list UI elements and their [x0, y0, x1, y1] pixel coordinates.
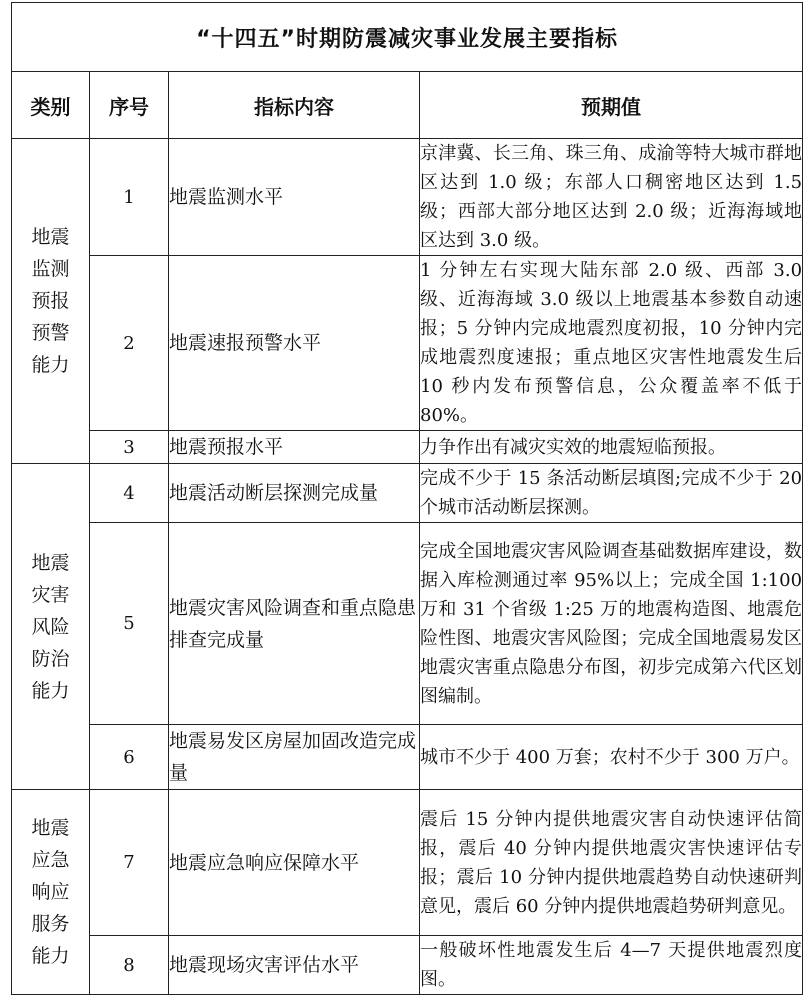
header-category: 类别	[12, 72, 90, 139]
table-row	[12, 464, 803, 523]
expected-value: 京津冀、长三角、珠三角、成渝等特大城市群地区达到 1.0 级；东部人口稠密地区达到 1.5 级；西部大部分地区达到 2.0 级；近海海域地区达到 3.0 级。	[420, 139, 803, 256]
table-row	[12, 256, 803, 431]
category-emergency-response	[12, 790, 90, 995]
expected-value: 1 分钟左右实现大陆东部 2.0 级、西部 3.0 级、近海海域 3.0 级以上地震基本参数自动速报；5 分钟内完成地震烈度初报，10 分钟内完成地震烈度速报；重点地区灾害性地震发生后 10 秒内发布预警信息，公众覆盖率不低于 80%。	[420, 256, 803, 431]
table-row	[12, 936, 803, 995]
header-number: 序号	[90, 72, 169, 139]
category-label: 地震应急响应服务能力	[31, 817, 70, 967]
indicator-content: 地震预报水平	[169, 431, 420, 464]
expected-value: 一般破坏性地震发生后 4—7 天提供地震烈度图。	[420, 936, 803, 995]
expected-value: 震后 15 分钟内提供地震灾害自动快速评估简报，震后 40 分钟内提供地震灾害快速评估专报；震后 10 分钟内提供地震趋势自动快速研判意见，震后 60 分钟内提供地震趋势研判意见。	[420, 790, 803, 936]
indicator-content: 地震监测水平	[169, 139, 420, 256]
row-number: 6	[90, 725, 169, 790]
category-label: 地震灾害风险防治能力	[31, 551, 70, 702]
indicator-content: 地震应急响应保障水平	[169, 790, 420, 936]
expected-value: 力争作出有减灾实效的地震短临预报。	[420, 431, 803, 464]
row-number: 2	[90, 256, 169, 431]
title-row	[12, 3, 803, 72]
table-row	[12, 139, 803, 256]
category-risk-prevention	[12, 464, 90, 790]
table-row	[12, 431, 803, 464]
indicator-content: 地震活动断层探测完成量	[169, 464, 420, 523]
table-title: “十四五”时期防震减灾事业发展主要指标	[12, 3, 803, 72]
indicator-content: 地震易发区房屋加固改造完成量	[169, 725, 420, 790]
indicator-content: 地震速报预警水平	[169, 256, 420, 431]
row-number: 1	[90, 139, 169, 256]
category-monitoring	[12, 139, 90, 464]
expected-value: 完成全国地震灾害风险调查基础数据库建设，数据入库检测通过率 95%以上；完成全国 1:100 万和 31 个省级 1:25 万的地震构造图、地震危险性图、地震灾害风险图；完成全国地震易发区地震灾害重点隐患分布图，初步完成第六代区划图编制。	[420, 523, 803, 725]
expected-value: 城市不少于 400 万套；农村不少于 300 万户。	[420, 725, 803, 790]
header-indicator: 指标内容	[169, 72, 420, 139]
table-row	[12, 725, 803, 790]
header-row	[12, 72, 803, 139]
header-value: 预期值	[420, 72, 803, 139]
row-number: 4	[90, 464, 169, 523]
row-number: 3	[90, 431, 169, 464]
row-number: 7	[90, 790, 169, 936]
indicator-content: 地震灾害风险调查和重点隐患排查完成量	[169, 523, 420, 725]
table-row	[12, 790, 803, 936]
row-number: 5	[90, 523, 169, 725]
indicators-table	[11, 2, 803, 995]
indicator-content: 地震现场灾害评估水平	[169, 936, 420, 995]
table-row	[12, 523, 803, 725]
row-number: 8	[90, 936, 169, 995]
expected-value: 完成不少于 15 条活动断层填图;完成不少于 20 个城市活动断层探测。	[420, 464, 803, 523]
category-label: 地震监测预报预警能力	[31, 226, 70, 376]
